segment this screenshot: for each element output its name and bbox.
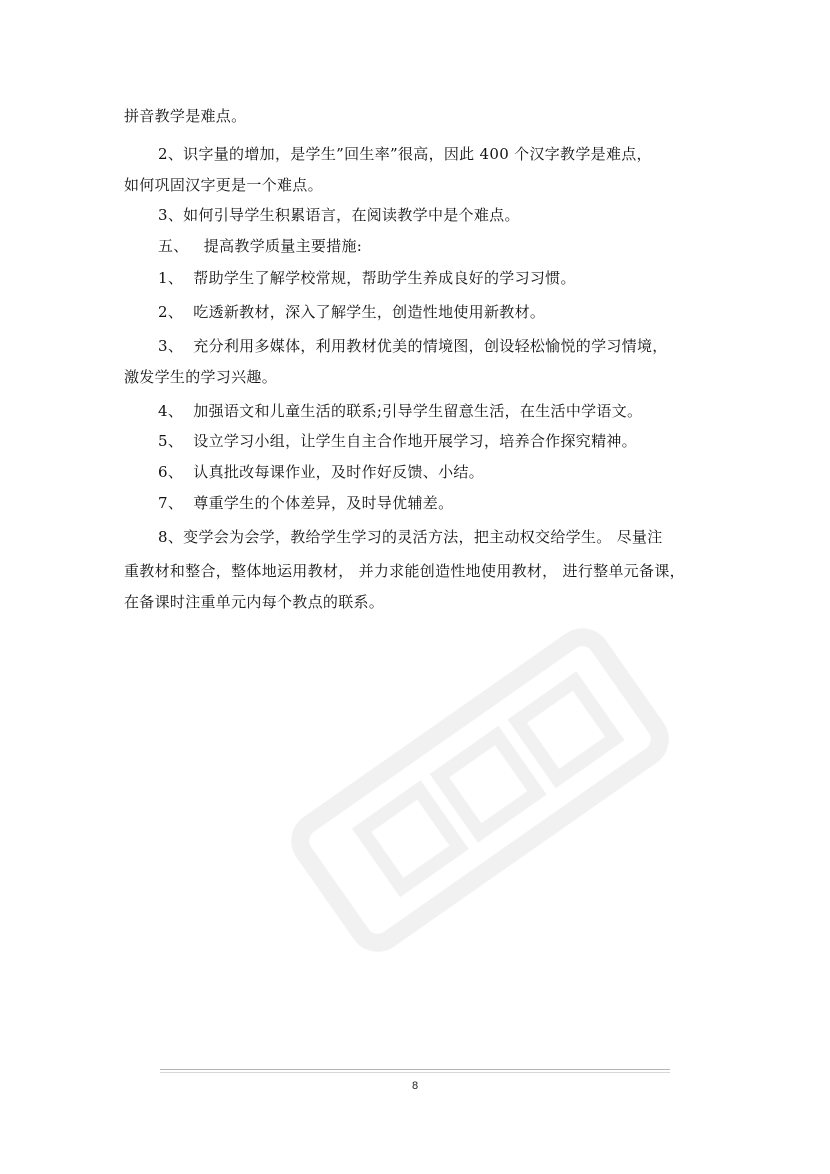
text-line-8: 3、 充分利用多媒体，利用教材优美的情境图，创设轻松愉悦的学习情境， <box>158 337 668 355</box>
text-line-3: 如何巩固汉字更是一个难点。 <box>124 176 323 194</box>
text-line-4: 3、如何引导学生积累语言，在阅读教学中是个难点。 <box>158 206 520 224</box>
text-line-16: 在备课时注重单元内每个教点的联系。 <box>124 593 385 611</box>
text-line-14: 8、变学会为会学，教给学生学习的灵活方法，把主动权交给学生。 尽量注 <box>158 528 663 546</box>
footer-rule-shadow <box>160 1072 670 1073</box>
section-heading-5: 五、 提高教学质量主要措施: <box>158 237 363 255</box>
text-line-11: 5、 设立学习小组，让学生自主合作地开展学习，培养合作探究精神。 <box>158 432 637 450</box>
page-number: 8 <box>411 1080 419 1092</box>
text-line-13: 7、 尊重学生的个体差异，及时导优辅差。 <box>158 494 454 512</box>
text-line-12: 6、 认真批改每课作业，及时作好反馈、小结。 <box>158 463 484 481</box>
text-line-9: 激发学生的学习兴趣。 <box>124 368 278 386</box>
text-line-7: 2、 吃透新教材，深入了解学生，创造性地使用新教材。 <box>158 303 546 321</box>
text-line-10: 4、 加强语文和儿童生活的联系;引导学生留意生活，在生活中学语文。 <box>158 402 643 420</box>
text-line-1: 拼音教学是难点。 <box>124 107 247 125</box>
text-line-15: 重教材和整合，整体地运用教材， 并力求能创造性地使用教材， 进行整单元备课， <box>124 562 685 580</box>
watermark-logo <box>273 607 688 972</box>
text-line-6: 1、 帮助学生了解学校常规，帮助学生养成良好的学习习惯。 <box>158 269 576 287</box>
text-line-2: 2、识字量的增加，是学生”回生率”很高，因此 400 个汉字教学是难点， <box>158 145 652 163</box>
footer-rule <box>160 1069 670 1070</box>
